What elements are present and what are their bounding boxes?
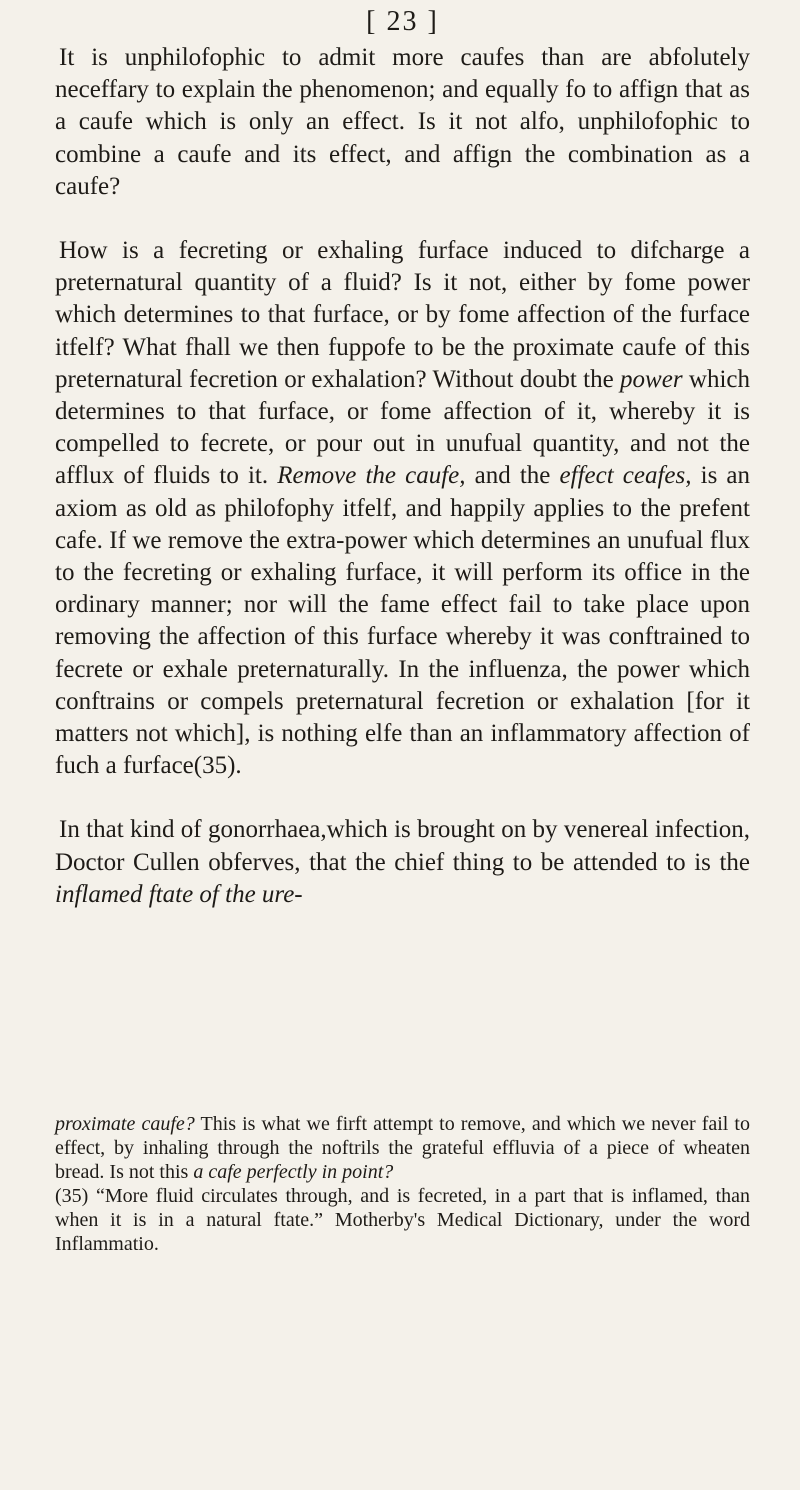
paragraph	[55, 235, 750, 782]
page-number: [ 23 ]	[366, 6, 439, 37]
text-run: In that kind of gonorrhaea,which is brought on by venereal infection, Doctor Cullen obferves, that the chief thing to be attended to is the	[55, 816, 750, 876]
italic-text: proximate caufe?	[55, 1113, 195, 1135]
text-run: and the	[465, 462, 560, 490]
italic-text: power	[620, 365, 683, 393]
italic-text: a cafe perfectly in point?	[193, 1161, 394, 1183]
text-run: How is a fecreting or exhaling furface induced to difcharge a preternatural quantity of a fluid? Is it not, either by fome power which determines to that furface, or by fome affection of the furface itfelf? What fhall we then fuppofe to be the proximate caufe of this preternatural fecretion or exhalation? Without doubt the	[55, 237, 750, 393]
italic-text: inflamed ftate of the ure-	[55, 880, 303, 908]
text-run: It is unphilofophic to admit more caufes than are abfolutely neceffary to explain the phenomenon; and equally fo to affign that as a caufe which is only an effect. Is it not alfo, unphilofophic to combine a caufe and its effect, and affign the combination as a caufe?	[55, 44, 750, 200]
italic-text: Remove the caufe,	[277, 462, 466, 490]
text-run: which determines to that furface, or fome affection of it, whereby it is compelled to fecrete, or pour out in unufual quantity, and not the afflux of fluids to it.	[55, 365, 750, 490]
footnotes	[55, 1112, 750, 1256]
footnote	[55, 1184, 750, 1256]
text-run: is an axiom as old as philofophy itfelf, and happily applies to the prefent cafe. If we remove the extra-power which determines an unufual flux to the fecreting or exhaling furface, it will perform its office in the ordinary manner; nor will the fame effect fail to take place upon removing the affection of this furface whereby it was conftrained to fecrete or exhale preternaturally. In the influenza, the power which conftrains or compels preternatural fecretion or exhalation [for it matters not which], is nothing elfe than an inflammatory affection of fuch a furface(35).	[55, 462, 751, 780]
text-run: (35) “More fluid circulates through, and is fecreted, in a part that is inflamed, than when it is in a natural ftate.” Motherby's Medical Dictionary, under the word Inflammatio.	[55, 1185, 750, 1255]
italic-text: effect ceafes,	[559, 462, 692, 490]
paragraph	[55, 814, 750, 911]
book-page	[55, 0, 750, 1490]
footnote	[55, 1112, 750, 1184]
main-text	[55, 42, 750, 911]
paragraph	[55, 42, 750, 203]
text-run: This is what we firft attempt to remove, and which we never fail to effect, by inhaling through the noftrils the grateful effluvia of a piece of wheaten bread. Is not this	[55, 1113, 750, 1183]
